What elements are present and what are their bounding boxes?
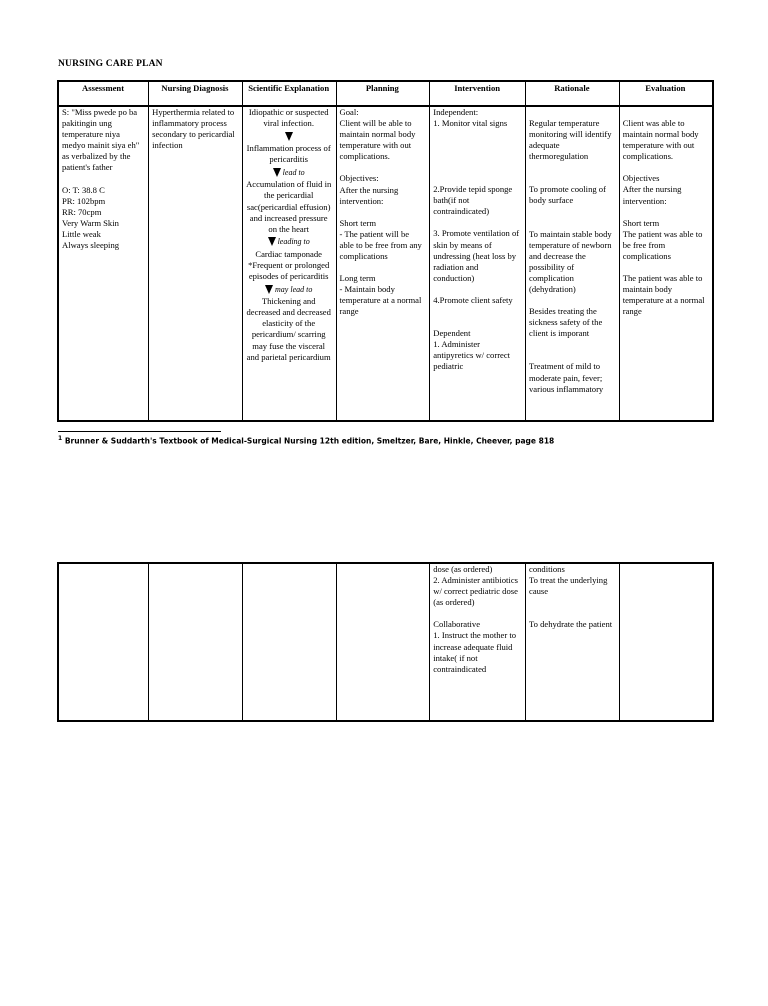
intervention-line: 1. Monitor vital signs [433,118,508,129]
evaluation-line: The patient was able to maintain body temperature at a normal range [622,273,705,317]
page-title: NURSING CARE PLAN [58,59,163,69]
planning-cell [336,563,430,721]
evaluation-cell [619,563,713,721]
planning-line: Objectives: [339,173,379,184]
care-plan-table [57,80,714,422]
intervention-line: dose (as ordered) [433,564,493,574]
evaluation-line: After the nursing intervention: [622,184,682,206]
planning-line: - The patient will be able to be free from any complications [339,228,422,262]
sci-step-4: Cardiac tamponade *Frequent or prolonged episodes of pericarditis [248,248,330,282]
rationale-line: Treatment of mild to moderate pain, fever; various inflammatory [529,361,604,394]
assessment-weak: Little weak [62,228,101,239]
sci-step-2: Inflammation process of pericarditis [246,143,331,165]
diagnosis-cell [149,106,243,421]
scientific-cell [242,106,336,421]
header-intervention: Intervention [430,81,526,106]
planning-line: Client will be able to maintain normal body temperature with out complications. [339,118,416,162]
diagnosis-text: Hyperthermia related to inflammatory process secondary to pericardial infection [152,107,235,151]
header-row [58,81,713,106]
intervention-cell [430,563,526,721]
arrow-down-icon [246,282,332,296]
assessment-resp: RR: 70cpm [62,206,102,217]
assessment-skin: Very Warm Skin [62,217,119,228]
intervention-line: 1. Administer antipyretics w/ correct pediatric [433,339,511,372]
table-row [58,563,713,721]
intervention-line: 4.Promote client safety [433,294,513,305]
footnote-text: Brunner & Suddarth's Textbook of Medical-Surgical Nursing 12th edition, Smeltzer, Bare, Hinkle, Cheever, page 818 [64,436,555,446]
evaluation-cell [619,106,713,421]
header-planning: Planning [336,81,430,106]
evaluation-line: Short term [622,217,660,228]
evaluation-line: Objectives [622,173,660,184]
planning-line: Long term [339,273,376,284]
header-nursing-diagnosis: Nursing Diagnosis [149,81,243,106]
intervention-line: 1. Instruct the mother to increase adequate fluid intake( if not contraindicated [433,630,517,674]
arrow-label: lead to [282,167,305,177]
assessment-cell [58,563,149,721]
rationale-line: conditions [529,564,565,574]
care-plan-table-continued [57,562,714,722]
table-row [58,106,713,421]
rationale-line: To dehydrate the patient [529,619,613,630]
arrow-label: leading to [277,237,310,247]
evaluation-line: Client was able to maintain normal body temperature with out complications. [622,118,699,162]
arrow-down-icon [246,129,332,143]
intervention-line: 3. Promote ventilation of skin by means of undressing (heat loss by radiation and conduction) [433,228,520,283]
rationale-line: Regular temperature monitoring will identify adequate thermoregulation [529,118,612,162]
rationale-line: To maintain stable body temperature of newborn and decrease the possibility of complication (dehydration) [529,228,612,295]
assessment-sleep: Always sleeping [62,240,120,251]
rationale-line: Besides treating the sickness safety of the client is imporant [529,306,603,339]
diagnosis-cell [149,563,243,721]
planning-line: Short term [339,217,377,228]
sci-step-3: Accumulation of fluid in the pericardial sac(pericardial effusion) and increased pressure on the heart [246,179,332,234]
footnote [58,435,554,446]
rationale-cell [526,106,620,421]
header-rationale: Rationale [526,81,620,106]
sci-step-5: Thickening and decreased and decreased elasticity of the pericardium/ scarring may fuse the visceral and parietal pericardium [246,296,331,362]
header-scientific-explanation: Scientific Explanation [242,81,336,106]
assessment-cell [58,106,149,421]
evaluation-line: The patient was able to be free from complications [622,228,703,261]
planning-cell [336,106,430,421]
planning-line: Goal: [339,107,359,117]
assessment-temp: O: T: 38.8 C [62,184,105,195]
planning-line: After the nursing intervention: [339,184,399,206]
arrow-label: may lead to [275,284,313,294]
assessment-subjective: S: "Miss pwede po ba pakitingin ung temperature niya medyo mainit siya eh" as verbalized by the patient's father [62,107,140,173]
arrow-down-icon [246,165,332,179]
rationale-cell [526,563,620,721]
intervention-line: 2. Administer antibiotics w/ correct pediatric dose (as ordered) [433,575,518,608]
intervention-line: Dependent [433,328,471,339]
intervention-line: Collaborative [433,619,481,630]
intervention-line: Independent: [433,107,479,117]
header-assessment: Assessment [58,81,149,106]
footnote-rule [58,431,221,432]
intervention-line: 2.Provide tepid sponge bath(if not contraindicated) [433,184,513,217]
intervention-cell [430,106,526,421]
scientific-cell [242,563,336,721]
arrow-down-icon [246,235,332,249]
header-evaluation: Evaluation [619,81,713,106]
planning-line: - Maintain body temperature at a normal range [339,284,422,317]
footnote-mark: 1 [58,435,63,442]
rationale-line: To treat the underlying cause [529,575,608,597]
sci-step-1: Idiopathic or suspected viral infection. [248,107,329,129]
assessment-pulse: PR: 102bpm [62,195,106,206]
rationale-line: To promote cooling of body surface [529,184,606,206]
